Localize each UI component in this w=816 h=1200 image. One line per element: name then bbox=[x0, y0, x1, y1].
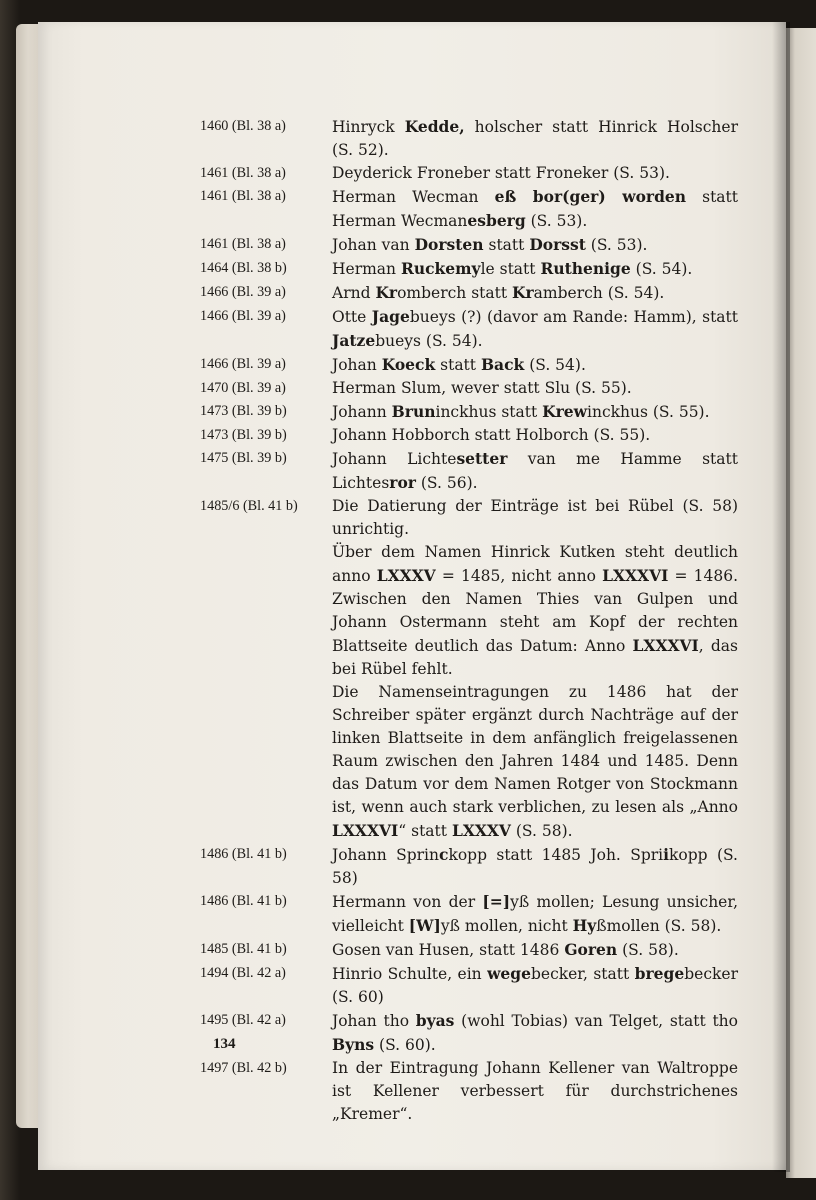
text-run: statt bbox=[435, 356, 481, 374]
entry-text bbox=[332, 305, 738, 353]
text-run: van me Hamme statt Lichtes bbox=[332, 450, 738, 492]
entry-text bbox=[332, 1057, 738, 1126]
emphasized-text: brege bbox=[634, 964, 685, 983]
entry-reference: 1461 (Bl. 38 a) bbox=[200, 236, 286, 252]
entry-reference: 1464 (Bl. 38 b) bbox=[200, 260, 287, 276]
emphasized-text: setter bbox=[456, 449, 508, 468]
text-run: (S. 54). bbox=[524, 356, 586, 374]
emphasized-text: Kedde, bbox=[404, 117, 465, 136]
text-run: (S. 53). bbox=[585, 236, 648, 254]
emphasized-text: LXXXV bbox=[376, 566, 436, 585]
emphasized-text: Koeck bbox=[381, 355, 436, 374]
text-run: Johan van bbox=[332, 236, 415, 254]
text-run: statt Herman Wecman bbox=[332, 188, 739, 230]
entry-row bbox=[200, 305, 738, 353]
entry-row bbox=[200, 843, 738, 890]
entry-row bbox=[200, 400, 738, 424]
entry-row bbox=[200, 424, 738, 447]
page-content bbox=[200, 115, 738, 1126]
entry-text bbox=[332, 115, 738, 162]
entry-row bbox=[200, 115, 738, 162]
entry-text bbox=[332, 938, 738, 962]
entry-row bbox=[200, 962, 738, 1009]
emphasized-text: Brun bbox=[391, 402, 436, 421]
emphasized-text: Kr bbox=[375, 283, 398, 302]
text-run: Hinrio Schulte, ein bbox=[332, 965, 488, 983]
entry-text bbox=[332, 400, 738, 424]
entry-row bbox=[200, 257, 738, 281]
facing-page-edge bbox=[786, 28, 816, 1178]
entry-reference: 1460 (Bl. 38 a) bbox=[200, 118, 286, 134]
emphasized-text: byas bbox=[415, 1011, 455, 1030]
entry-row bbox=[200, 281, 738, 305]
entry-reference: 1497 (Bl. 42 b) bbox=[200, 1060, 287, 1076]
entry-row bbox=[200, 890, 738, 938]
text-run: (S. 60). bbox=[374, 1036, 436, 1054]
text-run: le statt bbox=[480, 260, 541, 278]
entry-row bbox=[200, 185, 738, 233]
emphasized-text: Back bbox=[480, 355, 525, 374]
emphasized-text: Kr bbox=[512, 283, 534, 302]
entry-row bbox=[200, 353, 738, 377]
text-run: Johann bbox=[332, 403, 392, 421]
emphasized-text: esberg bbox=[467, 211, 526, 230]
emphasized-text: [W] bbox=[408, 916, 441, 935]
entry-reference: 1461 (Bl. 38 a) bbox=[200, 165, 286, 181]
text-run: statt bbox=[483, 236, 530, 254]
text-run: inckhus (S. 55). bbox=[587, 403, 710, 421]
entry-row bbox=[200, 233, 738, 257]
entry-text bbox=[332, 162, 738, 185]
emphasized-text: Ruckemy bbox=[400, 259, 481, 278]
text-run: = 1485, nicht anno bbox=[435, 567, 603, 585]
entry-row bbox=[200, 938, 738, 962]
text-run: yß mollen; Lesung unsicher, vielleicht bbox=[332, 893, 738, 935]
emphasized-text: LXXXV bbox=[451, 821, 511, 840]
text-run: Herman bbox=[332, 260, 401, 278]
entry-reference: 1475 (Bl. 39 b) bbox=[200, 450, 287, 466]
text-run: becker, statt bbox=[530, 965, 635, 983]
entry-reference: 1485/6 (Bl. 41 b) bbox=[200, 498, 298, 514]
text-run: Arnd bbox=[332, 284, 376, 302]
entry-text bbox=[332, 447, 738, 495]
text-run: Johann Hobborch statt Holborch (S. 55). bbox=[332, 426, 651, 444]
entry-reference: 1494 (Bl. 42 a) bbox=[200, 965, 286, 981]
text-run: , das bei Rübel fehlt. bbox=[332, 637, 738, 678]
text-run: Johan tho bbox=[332, 1012, 416, 1030]
text-run: (S. 58). bbox=[617, 941, 679, 959]
text-run: (S. 58). bbox=[510, 822, 573, 840]
text-run: Johann Sprin bbox=[332, 846, 439, 864]
emphasized-text: Jage bbox=[371, 307, 410, 326]
entry-text bbox=[332, 353, 738, 377]
emphasized-text: LXXXVI bbox=[332, 821, 399, 840]
entry-text bbox=[332, 495, 738, 541]
entry-row bbox=[200, 1009, 738, 1057]
text-run: omberch statt bbox=[397, 284, 513, 302]
entry-text bbox=[332, 233, 738, 257]
text-run: In der Eintragung Johann Kellener van Waltroppe ist Kellener verbessert für durchstrichenes „Kremer“. bbox=[332, 1059, 738, 1123]
entry-text bbox=[332, 1009, 738, 1057]
entry-reference: 1473 (Bl. 39 b) bbox=[200, 427, 287, 443]
emphasized-text: Goren bbox=[564, 940, 618, 959]
entry-reference: 1466 (Bl. 39 a) bbox=[200, 356, 286, 372]
emphasized-text: Byns bbox=[332, 1035, 375, 1054]
entry-row bbox=[200, 495, 738, 541]
text-run: (S. 56). bbox=[415, 474, 478, 492]
emphasized-text: eß bor(ger) worden bbox=[494, 187, 687, 206]
text-run: inckhus statt bbox=[435, 403, 543, 421]
entry-reference: 1466 (Bl. 39 a) bbox=[200, 308, 286, 324]
entry-reference: 1495 (Bl. 42 a) bbox=[200, 1012, 286, 1028]
emphasized-text: wege bbox=[487, 964, 531, 983]
text-run: “ statt bbox=[398, 822, 452, 840]
entry-reference: 1466 (Bl. 39 a) bbox=[200, 284, 286, 300]
text-run: Johan bbox=[332, 356, 382, 374]
text-run: bueys (?) (davor am Rande: Hamm), statt bbox=[409, 308, 739, 326]
emphasized-text: i bbox=[663, 845, 670, 864]
entry-text bbox=[332, 962, 738, 1009]
text-run: Die Datierung der Einträge ist bei Rübel (S. 58) unrichtig. bbox=[332, 497, 738, 538]
emphasized-text: Krew bbox=[542, 402, 587, 421]
entry-text bbox=[332, 257, 738, 281]
entry-reference: 1486 (Bl. 41 b) bbox=[200, 846, 287, 862]
gutter-shadow bbox=[772, 22, 790, 1172]
entry-reference: 1486 (Bl. 41 b) bbox=[200, 893, 287, 909]
text-run: Hinryck bbox=[332, 118, 405, 136]
emphasized-text: [=] bbox=[482, 892, 511, 911]
emphasized-text: LXXXVI bbox=[632, 636, 699, 655]
text-run: kopp statt 1485 Joh. Spri bbox=[448, 846, 664, 864]
text-run: yß mollen, nicht bbox=[440, 917, 573, 935]
text-run: (wohl Tobias) van Telget, statt tho bbox=[454, 1012, 738, 1030]
text-run: amberch (S. 54). bbox=[533, 284, 665, 302]
entry-reference: 1461 (Bl. 38 a) bbox=[200, 188, 286, 204]
entry-text bbox=[332, 424, 738, 447]
text-run: (S. 53). bbox=[525, 212, 588, 230]
entry-text bbox=[332, 890, 738, 938]
entry-paragraph bbox=[332, 681, 738, 843]
emphasized-text: Ruthenige bbox=[540, 259, 631, 278]
emphasized-text: LXXXVI bbox=[602, 566, 669, 585]
text-run: ßmollen (S. 58). bbox=[596, 917, 722, 935]
entry-reference: 1485 (Bl. 41 b) bbox=[200, 941, 287, 957]
entry-text bbox=[332, 843, 738, 890]
text-run: (S. 54). bbox=[630, 260, 693, 278]
entry-paragraph bbox=[332, 541, 738, 681]
entry-text bbox=[332, 377, 738, 400]
page-number: 134 bbox=[213, 1036, 236, 1052]
emphasized-text: Jatze bbox=[332, 331, 376, 350]
emphasized-text: Dorsst bbox=[529, 235, 586, 254]
emphasized-text: Dorsten bbox=[414, 235, 484, 254]
emphasized-text: c bbox=[438, 845, 449, 864]
text-run: kopp (S. 58) bbox=[332, 846, 738, 887]
text-run: Über dem Namen Hinrick Kutken steht deutlich anno bbox=[332, 543, 738, 585]
entry-reference: 1470 (Bl. 39 a) bbox=[200, 380, 286, 396]
text-run: Otte bbox=[332, 308, 372, 326]
text-run: Herman Wecman bbox=[332, 188, 495, 206]
text-run: becker (S. 60) bbox=[332, 965, 738, 1006]
text-run: bueys (S. 54). bbox=[375, 332, 483, 350]
entry-row bbox=[200, 1057, 738, 1126]
emphasized-text: ror bbox=[389, 473, 416, 492]
entry-reference: 1473 (Bl. 39 b) bbox=[200, 403, 287, 419]
emphasized-text: Hy bbox=[572, 916, 597, 935]
text-run: = 1486. Zwischen den Namen Thies van Gulpen und Johann Ostermann steht am Kopf der rechten Blattseite deutlich das Datum: Anno bbox=[332, 567, 739, 655]
entry-row bbox=[200, 377, 738, 400]
entry-row bbox=[200, 447, 738, 495]
text-run: Herman Slum, wever statt Slu (S. 55). bbox=[332, 379, 632, 397]
text-run: Hermann von der bbox=[332, 893, 483, 911]
entry-text bbox=[332, 281, 738, 305]
text-run: Johann Lichte bbox=[332, 450, 457, 468]
text-run: Deyderick Froneber statt Froneker (S. 53). bbox=[332, 164, 670, 182]
text-run: Die Namenseintragungen zu 1486 hat der Schreiber später ergänzt durch Nachträge auf der linken Blattseite in dem anfänglich freigelassenen Raum zwischen den Jahren 1484 und 1485. Denn das Datum vor dem Namen Rotger von Stockmann ist, wenn auch stark verblichen, zu lesen als „Anno bbox=[332, 683, 738, 816]
entry-row bbox=[200, 162, 738, 185]
entry-text bbox=[332, 185, 738, 233]
text-run: holscher statt Hinrick Holscher (S. 52). bbox=[332, 118, 738, 159]
text-run: Gosen van Husen, statt 1486 bbox=[332, 941, 565, 959]
